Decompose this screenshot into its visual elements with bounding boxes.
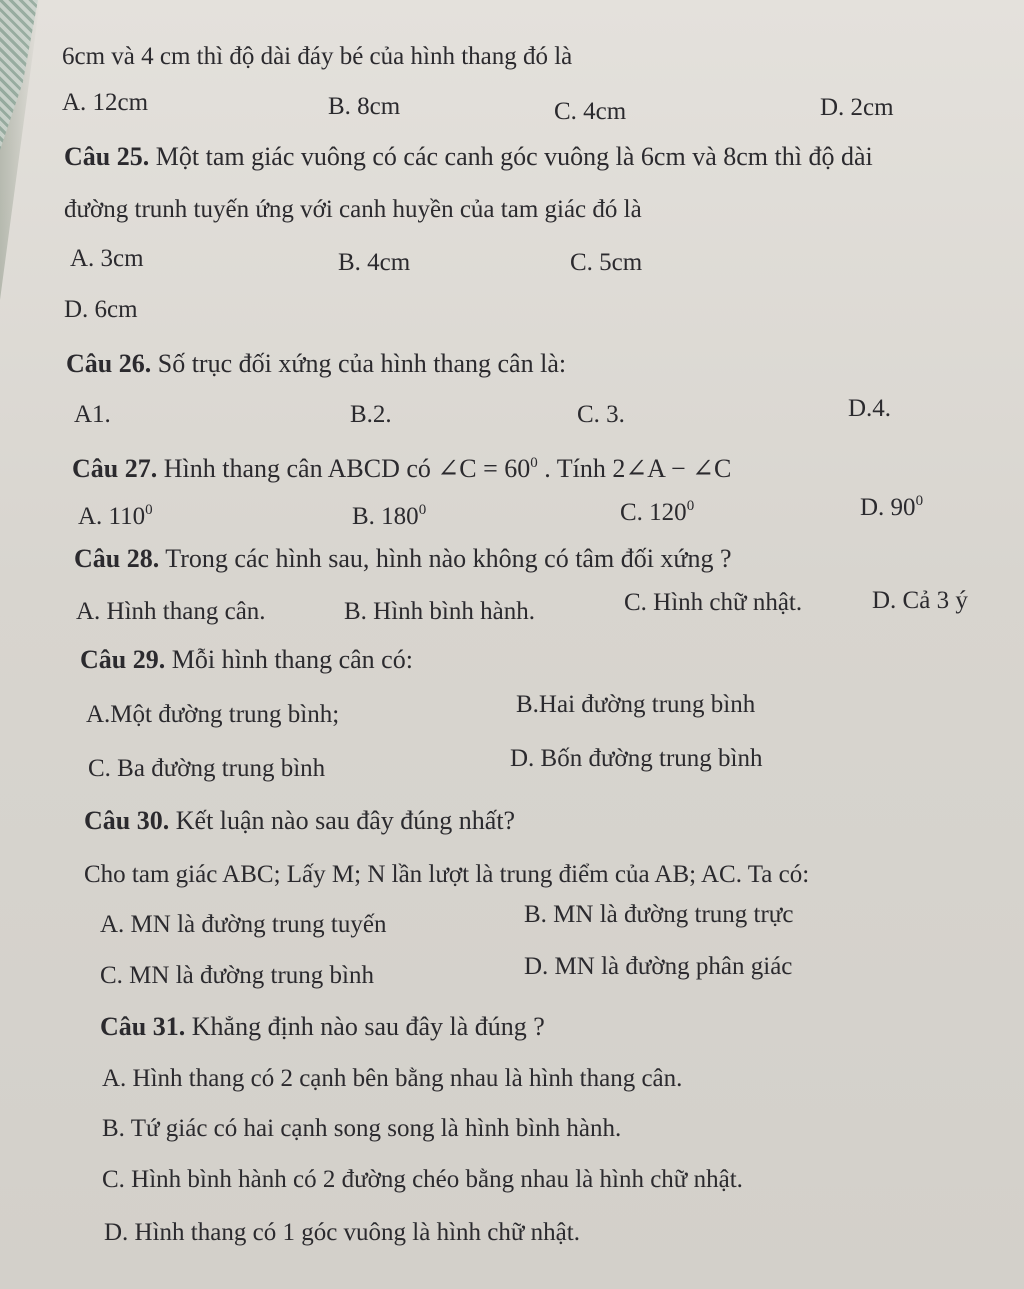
q24-option-d: D. 2cm: [820, 94, 894, 121]
q27-option-d-label: D. 90: [860, 494, 916, 521]
question-24-stem-tail: 6cm và 4 cm thì độ dài đáy bé của hình thang đó là: [62, 43, 573, 70]
q26-option-b: B.2.: [350, 401, 392, 428]
question-29-text: Mỗi hình thang cân có:: [165, 645, 413, 674]
q27-option-b-label: B. 180: [352, 503, 419, 530]
question-31-text: Khẳng định nào sau đây là đúng ?: [185, 1012, 545, 1041]
q30-option-a: A. MN là đường trung tuyến: [100, 911, 387, 938]
degree-sup: 0: [530, 455, 538, 471]
q24-option-c: C. 4cm: [554, 98, 627, 125]
question-27: [72, 454, 731, 484]
q27-option-d: [860, 493, 923, 523]
q25-option-d: D. 6cm: [64, 296, 138, 323]
q28-option-d: D. Cả 3 ý: [872, 587, 968, 614]
q27-option-a-label: A. 110: [78, 503, 146, 530]
question-30-number: Câu 30.: [84, 806, 170, 835]
question-26-text: Số trục đối xứng của hình thang cân là:: [151, 349, 567, 378]
q26-option-c: C. 3.: [577, 401, 625, 428]
question-30-text: Kết luận nào sau đây đúng nhất?: [169, 806, 516, 835]
question-25-text-line2: đường trunh tuyến ứng với canh huyền của tam giác đó là: [64, 196, 642, 223]
q28-option-b: B. Hình bình hành.: [344, 598, 535, 625]
q30-option-c: C. MN là đường trung bình: [100, 962, 374, 989]
q31-option-a: A. Hình thang có 2 cạnh bên bằng nhau là hình thang cân.: [102, 1065, 683, 1092]
question-25: [64, 142, 873, 172]
q29-option-b: B.Hai đường trung bình: [516, 691, 756, 718]
question-26-number: Câu 26.: [66, 349, 152, 378]
question-31: [100, 1012, 545, 1042]
degree-sup: 0: [418, 502, 427, 518]
question-29-number: Câu 29.: [80, 645, 166, 674]
q24-option-a: A. 12cm: [62, 89, 149, 116]
question-25-text: Một tam giác vuông có các canh góc vuông là 6cm và 8cm thì độ dài: [149, 142, 873, 171]
question-28: [74, 544, 732, 574]
q31-option-c: C. Hình bình hành có 2 đường chéo bằng nhau là hình chữ nhật.: [102, 1166, 743, 1193]
q26-option-a: A1.: [74, 401, 111, 428]
question-29: [80, 645, 413, 675]
q25-option-c: C. 5cm: [570, 249, 643, 276]
q27-option-c-label: C. 120: [620, 499, 687, 526]
q29-option-d: D. Bốn đường trung bình: [510, 745, 763, 772]
question-27-number: Câu 27.: [72, 454, 158, 483]
question-30-stem: Cho tam giác ABC; Lấy M; N lần lượt là trung điểm của AB; AC. Ta có:: [84, 861, 810, 888]
question-30: [84, 806, 515, 836]
question-27-text: Hình thang cân ABCD có ∠C = 60: [157, 454, 531, 483]
question-31-number: Câu 31.: [100, 1012, 186, 1041]
q27-option-c: [620, 498, 694, 528]
question-28-number: Câu 28.: [74, 544, 160, 573]
degree-sup: 0: [145, 502, 153, 518]
degree-sup: 0: [686, 498, 695, 514]
q31-option-d: D. Hình thang có 1 góc vuông là hình chữ nhật.: [104, 1219, 580, 1246]
degree-sup: 0: [915, 493, 924, 509]
q29-option-c: C. Ba đường trung bình: [88, 755, 326, 782]
q27-option-a: [78, 502, 153, 532]
q30-option-b: B. MN là đường trung trực: [524, 901, 794, 928]
q28-option-a: A. Hình thang cân.: [76, 598, 266, 625]
question-27-expression: . Tính 2∠A − ∠C: [537, 454, 732, 483]
q24-option-b: B. 8cm: [328, 93, 401, 120]
q27-option-b: [352, 502, 426, 532]
q31-option-b: B. Tứ giác có hai cạnh song song là hình bình hành.: [102, 1115, 622, 1142]
q25-option-b: B. 4cm: [338, 249, 411, 276]
question-26: [66, 349, 566, 379]
q25-option-a: A. 3cm: [70, 245, 144, 272]
q26-option-d: D.4.: [848, 395, 892, 422]
q30-option-d: D. MN là đường phân giác: [524, 953, 793, 980]
question-25-number: Câu 25.: [64, 142, 150, 171]
q28-option-c: C. Hình chữ nhật.: [624, 589, 803, 616]
q29-option-a: A.Một đường trung bình;: [86, 701, 340, 728]
question-28-text: Trong các hình sau, hình nào không có tâm đối xứng ?: [159, 544, 732, 573]
